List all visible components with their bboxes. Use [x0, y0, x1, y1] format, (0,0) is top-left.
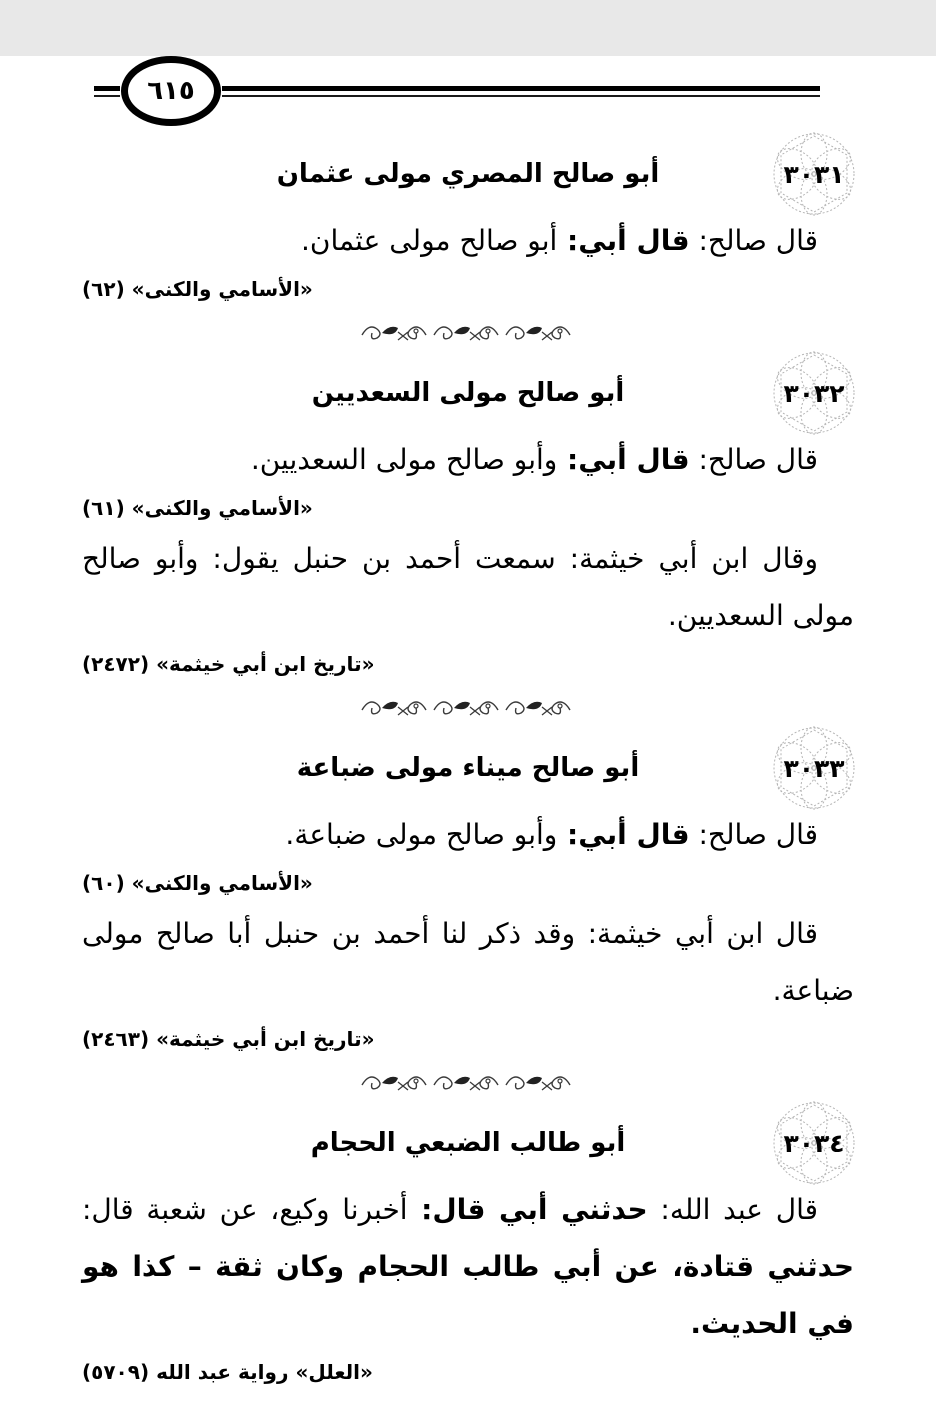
entry-number: ٣٠٣١: [783, 159, 845, 189]
text-segment: وأبو صالح مولى السعديين.: [250, 443, 558, 476]
page-content: [0, 142, 936, 1388]
entry-number: ٣٠٣٢: [783, 378, 845, 408]
entry-header: [82, 361, 854, 425]
text-segment: أبو صالح مولى عثمان.: [300, 224, 558, 257]
entry-number: ٣٠٣٤: [783, 1128, 845, 1158]
text-segment: قال أبي:: [557, 443, 690, 476]
entry-3033: [82, 736, 854, 1055]
entry-body-paragraph: [82, 905, 854, 1019]
entry-3034: [82, 1111, 854, 1388]
header-rule-right: [222, 86, 820, 97]
entry-header: [82, 142, 854, 206]
source-citation: «الأسامي والكنى» (٦٠): [82, 871, 313, 895]
floral-divider-icon: [360, 1069, 576, 1095]
text-segment: قال عبد الله:: [647, 1193, 818, 1226]
text-segment: قال أبي:: [557, 818, 690, 851]
text-segment: حدثني أبي قال:: [407, 1193, 648, 1226]
entry-heading: أبو صالح ميناء مولى ضباعة: [296, 753, 640, 783]
page-number: ٦١٥: [147, 76, 195, 106]
floral-divider-icon: [360, 694, 576, 720]
page-header: [94, 56, 820, 126]
text-segment: وقال ابن أبي خيثمة: سمعت أحمد بن حنبل يقول: وأبو صالح مولى السعديين.: [82, 542, 854, 632]
text-segment: قال أبي:: [557, 224, 690, 257]
entry-heading: أبو طالب الضبعي الحجام: [310, 1128, 626, 1158]
source-citation: «العلل» رواية عبد الله (٥٧٠٩): [82, 1360, 373, 1384]
text-segment: قال صالح:: [689, 818, 818, 851]
text-segment: وأبو صالح مولى ضباعة.: [285, 818, 558, 851]
entry-header: [82, 736, 854, 800]
entry-number: ٣٠٣٣: [783, 753, 845, 783]
text-segment: قال صالح:: [689, 224, 818, 257]
text-segment: حدثني قتادة، عن أبي طالب الحجام وكان ثقة – كذا هو في الحديث.: [82, 1250, 854, 1340]
entry-body-paragraph: [82, 530, 854, 644]
text-segment: أخبرنا وكيع، عن شعبة قال:: [82, 1193, 408, 1226]
entry-header: [82, 1111, 854, 1175]
entry-3032: [82, 361, 854, 680]
entry-number-rosette: [770, 130, 858, 218]
book-page: [0, 56, 936, 1404]
section-divider: [82, 319, 854, 345]
source-citation: «تاريخ ابن أبي خيثمة» (٢٤٦٣): [82, 1027, 375, 1051]
section-divider: [82, 694, 854, 720]
entry-body-paragraph: [82, 431, 854, 488]
section-divider: [82, 1069, 854, 1095]
floral-divider-icon: [360, 319, 576, 345]
text-segment: قال ابن أبي خيثمة: وقد ذكر لنا أحمد بن حنبل أبا صالح مولى ضباعة.: [82, 917, 854, 1007]
page-number-badge: [121, 56, 221, 126]
entry-body-paragraph: [82, 212, 854, 269]
source-citation: «الأسامي والكنى» (٦٢): [82, 277, 313, 301]
source-citation: «الأسامي والكنى» (٦١): [82, 496, 313, 520]
entry-body-paragraph: [82, 806, 854, 863]
header-rule-left: [94, 86, 120, 97]
entry-number-rosette: [770, 349, 858, 437]
text-segment: قال صالح:: [689, 443, 818, 476]
source-citation: «تاريخ ابن أبي خيثمة» (٢٤٧٢): [82, 652, 375, 676]
entry-number-rosette: [770, 724, 858, 812]
entry-number-rosette: [770, 1099, 858, 1187]
entry-body-paragraph: [82, 1181, 854, 1352]
entry-3031: [82, 142, 854, 305]
entry-heading: أبو صالح المصري مولى عثمان: [276, 159, 660, 189]
entry-heading: أبو صالح مولى السعديين: [311, 378, 625, 408]
